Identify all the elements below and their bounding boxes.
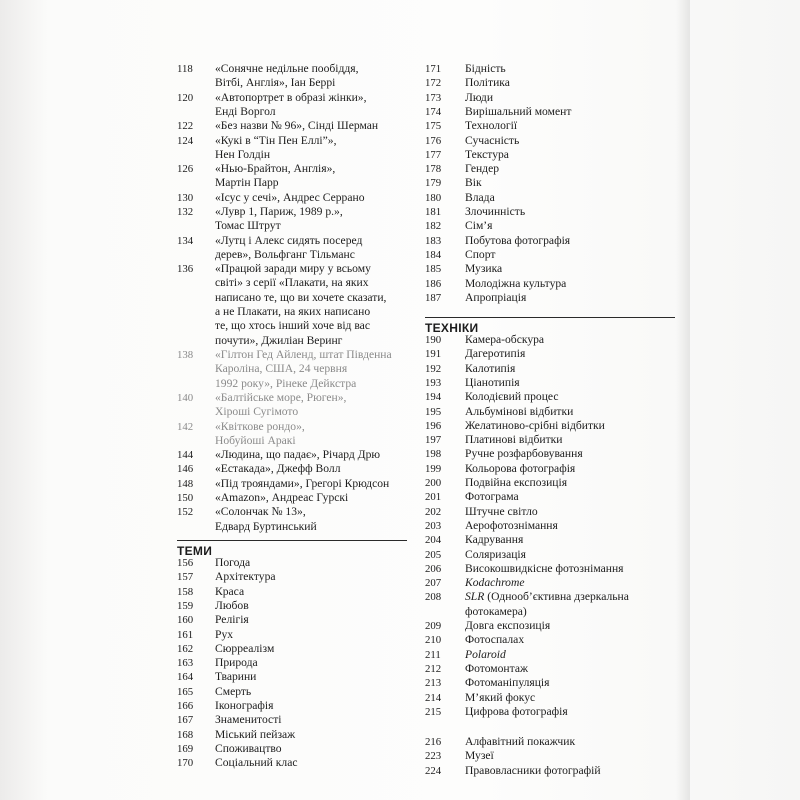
entry-title: Музеї	[465, 749, 494, 763]
contents-entry-back-matter	[425, 749, 675, 763]
contents-entry-theme	[177, 570, 407, 584]
page-number: 215	[425, 705, 442, 718]
entry-title: Камера-обскура	[465, 333, 545, 346]
entry-title: Текстура	[465, 147, 509, 161]
page-number: 180	[425, 191, 442, 204]
page-number: 190	[425, 334, 442, 346]
entry-title: «Сонячне недільне пообіддя,	[215, 62, 359, 75]
contents-entry-theme	[425, 277, 675, 291]
page-number: 192	[425, 362, 442, 375]
page-number: 207	[425, 577, 442, 590]
contents-entry-technique	[425, 405, 675, 419]
page-number: 118	[177, 63, 193, 75]
page-number: 181	[425, 206, 442, 218]
contents-entry-technique	[425, 648, 675, 662]
entry-title: Високошвидкісне фотознімання	[465, 561, 624, 575]
entry-title: Побутова фотографія	[465, 233, 571, 247]
entry-title: Смерть	[215, 684, 252, 698]
entry-title: Сюрреалізм	[215, 641, 275, 655]
contents-entry-technique	[425, 633, 675, 647]
contents-entry-theme	[177, 742, 407, 756]
contents-entry-theme	[177, 699, 407, 713]
entry-title: Вирішальний момент	[465, 104, 572, 118]
entry-title: Влада	[465, 190, 495, 204]
contents-entry-technique	[425, 576, 675, 590]
page-number: 179	[425, 177, 442, 190]
page-number: 163	[177, 657, 194, 670]
page-number: 206	[425, 562, 442, 575]
contents-entry-technique	[425, 347, 675, 361]
page-number: 165	[177, 685, 194, 698]
entry-title: фотокамера)	[465, 604, 527, 618]
entry-title: «Лутц і Алекс сидять посеред	[215, 233, 363, 247]
entry-title: Сім’я	[465, 219, 493, 233]
contents-entry-photo	[177, 262, 407, 348]
page-number: 185	[425, 263, 442, 276]
contents-entry-photo	[177, 234, 407, 263]
entry-title: Правовласники фотографій	[465, 763, 601, 777]
contents-entry-theme	[425, 191, 675, 205]
contents-entry-technique	[425, 476, 675, 490]
contents-entry-theme	[425, 205, 675, 219]
entry-title: «Людина, що падає», Річард Дрю	[215, 448, 381, 462]
page-number: 224	[425, 764, 442, 777]
page-number: 175	[425, 120, 442, 133]
contents-entry-theme	[425, 62, 675, 76]
contents-entry-photo	[177, 448, 407, 462]
contents-entry-theme	[425, 148, 675, 162]
contents-entry-theme	[177, 599, 407, 613]
contents-entry-theme	[177, 670, 407, 684]
entry-title: Алфавітний покажчик	[465, 735, 576, 749]
page-number: 134	[177, 234, 194, 247]
contents-entry-technique	[425, 447, 675, 461]
contents-entry-technique	[425, 533, 675, 547]
contents-entry-technique	[425, 333, 675, 347]
contents-entry-theme	[177, 756, 407, 770]
contents-entry-theme	[425, 234, 675, 248]
entry-title: Сучасність	[465, 133, 520, 147]
page-number: 173	[425, 91, 442, 104]
contents-entry-technique	[425, 390, 675, 404]
page-number: 214	[425, 691, 442, 704]
page-number: 177	[425, 148, 442, 161]
entry-title: «Автопортрет в образі жінки»,	[215, 90, 367, 104]
contents-entry-photo	[177, 420, 407, 449]
page-number: 191	[425, 348, 442, 361]
contents-entry-theme	[425, 291, 675, 305]
contents-entry-theme	[425, 262, 675, 276]
contents-entry-theme	[177, 585, 407, 599]
entry-title: а не Плакати, на яких написано	[215, 305, 371, 319]
entry-title: Фотоманіпуляція	[465, 676, 550, 690]
contents-entry-technique	[425, 419, 675, 433]
page-number: 204	[425, 534, 442, 547]
contents-entry-technique	[425, 590, 675, 619]
contents-entry-technique	[425, 376, 675, 390]
contents-entry-technique	[425, 462, 675, 476]
entry-title: «Квіткове рондо»,	[215, 419, 305, 433]
page-number: 148	[177, 477, 194, 490]
page-number: 210	[425, 634, 442, 647]
page-number: 198	[425, 448, 442, 461]
entry-title: Polaroid	[465, 647, 506, 661]
entry-title: Колодієвий процес	[465, 390, 559, 404]
entry-title: Цифрова фотографія	[465, 704, 568, 718]
page-number: 126	[177, 163, 194, 176]
page-number: 174	[425, 105, 442, 118]
entry-title: «Нью-Брайтон, Англія»,	[215, 162, 336, 176]
contents-entry-photo	[177, 62, 407, 91]
entry-title: Міський пейзаж	[215, 727, 296, 741]
page-number: 209	[425, 620, 442, 632]
entry-title: Ціанотипія	[465, 375, 520, 389]
contents-entry-technique	[425, 662, 675, 676]
page-number: 195	[425, 405, 442, 418]
entry-title: Природа	[215, 656, 258, 670]
page-number: 157	[177, 571, 194, 584]
entry-title: Знаменитості	[215, 713, 282, 727]
page-number: 138	[177, 349, 194, 361]
entry-title: те, що хтось інший хоче від вас	[215, 319, 370, 333]
contents-entry-theme	[177, 685, 407, 699]
entry-title: Технології	[465, 119, 518, 133]
entry-title: «Гілтон Гед Айленд, штат Південна	[215, 348, 392, 361]
contents-entry-theme	[425, 134, 675, 148]
section-heading-themes: ТЕМИ	[177, 540, 407, 558]
entry-title: написано те, що ви хочете сказати,	[215, 290, 387, 304]
page-number: 142	[177, 420, 194, 433]
entry-title: Апропріація	[465, 290, 527, 304]
page-number: 120	[177, 91, 194, 104]
entry-title: світі» з серії «Плакати, на яких	[215, 276, 369, 290]
entry-title: Гендер	[465, 162, 500, 176]
page-number: 166	[177, 700, 194, 712]
page-number: 205	[425, 548, 442, 561]
entry-title: Соціальний клас	[215, 756, 298, 770]
entry-title: Аерофотознімання	[465, 518, 558, 532]
page-number: 223	[425, 750, 442, 763]
entry-title: Тварини	[215, 670, 257, 684]
contents-entry-technique	[425, 619, 675, 633]
entry-title: Погода	[215, 556, 251, 569]
entry-title: Довга експозиція	[465, 619, 551, 632]
contents-entry-technique	[425, 676, 675, 690]
contents-entry-theme	[177, 728, 407, 742]
page-number: 162	[177, 642, 194, 655]
contents-entry-theme	[425, 176, 675, 190]
contents-entry-photo	[177, 348, 407, 391]
page-number: 140	[177, 391, 194, 404]
entry-title: Платинові відбитки	[465, 433, 563, 447]
page-number: 199	[425, 462, 442, 475]
page-number: 146	[177, 463, 194, 476]
entry-title: Краса	[215, 584, 245, 598]
page-number: 187	[425, 291, 442, 304]
entry-title: Вітбі, Англія», Іан Беррі	[215, 76, 336, 90]
contents-entry-theme	[177, 613, 407, 627]
contents-entry-theme	[425, 162, 675, 176]
page-number: 132	[177, 206, 194, 218]
contents-entry-theme	[425, 105, 675, 119]
entry-title: Кадрування	[465, 533, 524, 547]
page-number: 197	[425, 434, 442, 447]
page-number: 208	[425, 591, 442, 604]
entry-title: Kodachrome	[465, 576, 525, 590]
entry-title: Іконографія	[215, 699, 274, 712]
page-number: 182	[425, 220, 442, 233]
page-number: 213	[425, 677, 442, 690]
page-edge-shadow	[676, 0, 690, 800]
page-number: 158	[177, 585, 194, 598]
entry-title: Кароліна, США, 24 червня	[215, 362, 348, 376]
entry-title: 1992 року», Рінеке Дейкстра	[215, 376, 357, 390]
entry-title: «Солончак № 13»,	[215, 505, 306, 519]
contents-entry-back-matter	[425, 735, 675, 749]
page-number: 200	[425, 477, 442, 489]
contents-entry-theme	[425, 91, 675, 105]
entry-title: Кольорова фотографія	[465, 461, 576, 475]
contents-entry-photo	[177, 391, 407, 420]
page-number: 170	[177, 757, 194, 770]
page-number: 144	[177, 449, 194, 462]
contents-entry-theme	[177, 556, 407, 570]
entry-title: Фотоспалах	[465, 633, 525, 647]
entry-title: Фотомонтаж	[465, 661, 528, 675]
page-number: 160	[177, 614, 194, 627]
contents-entry-photo	[177, 91, 407, 120]
contents-entry-technique	[425, 548, 675, 562]
contents-entry-back-matter	[425, 764, 675, 778]
entry-title: Нен Голдін	[215, 147, 271, 161]
contents-entry-photo	[177, 491, 407, 505]
entry-title: Спорт	[465, 247, 496, 261]
entry-title: Ручне розфарбовування	[465, 447, 583, 461]
page-number: 164	[177, 671, 194, 684]
contents-entry-theme	[177, 628, 407, 642]
entry-title: SLR (Однооб’єктивна дзеркальна	[465, 590, 629, 604]
page-number: 122	[177, 120, 194, 133]
entry-title: Подвійна експозиція	[465, 476, 568, 489]
entry-title: Вік	[465, 176, 482, 190]
contents-entry-theme	[177, 713, 407, 727]
contents-entry-photo	[177, 119, 407, 133]
contents-entry-technique	[425, 362, 675, 376]
entry-title: Едвард Буртинський	[215, 519, 317, 533]
entry-title: Бідність	[465, 62, 506, 75]
entry-title: М’який фокус	[465, 690, 536, 704]
entry-title: Фотограма	[465, 490, 519, 504]
contents-entry-theme	[425, 219, 675, 233]
page-number: 183	[425, 234, 442, 247]
entry-title: Релігія	[215, 613, 249, 627]
contents-entry-photo	[177, 477, 407, 491]
entry-title: Політика	[465, 76, 510, 90]
entry-title: Желатиново-срібні відбитки	[465, 418, 605, 432]
page-number: 178	[425, 163, 442, 176]
page-number: 159	[177, 599, 194, 612]
entry-title: почути», Джиліан Веринг	[215, 333, 343, 347]
page-number: 152	[177, 506, 194, 519]
page-number: 201	[425, 491, 442, 504]
contents-entry-photo	[177, 205, 407, 234]
page-number: 136	[177, 263, 194, 276]
page-number: 167	[177, 714, 194, 727]
page-number: 212	[425, 662, 442, 675]
contents-entry-theme	[425, 248, 675, 262]
page-number: 203	[425, 519, 442, 532]
page-number: 202	[425, 505, 442, 518]
entry-title: Злочинність	[465, 205, 526, 218]
page-number: 184	[425, 248, 442, 261]
entry-title: Люди	[465, 90, 494, 104]
entry-title: «Балтійське море, Рюген»,	[215, 390, 347, 404]
entry-title: Дагеротипія	[465, 347, 526, 361]
page-number: 168	[177, 728, 194, 741]
entry-title: Споживацтво	[215, 741, 282, 755]
page-number: 171	[425, 63, 442, 75]
entry-title: Томас Штрут	[215, 219, 281, 233]
contents-entry-photo	[177, 134, 407, 163]
contents-entry-theme	[425, 76, 675, 90]
contents-entry-photo	[177, 505, 407, 534]
entry-title: «Ісус у сечі», Андрес Серрано	[215, 190, 365, 204]
entry-title: Молодіжна культура	[465, 276, 567, 290]
page-number: 130	[177, 191, 194, 204]
page-number: 169	[177, 742, 194, 755]
entry-title: Нобуйоші Аракі	[215, 433, 296, 447]
page-number: 193	[425, 376, 442, 389]
entry-title: Хіроші Сугімото	[215, 405, 299, 419]
page-number: 211	[425, 648, 441, 661]
entry-title: «Лувр 1, Париж, 1989 р.»,	[215, 205, 343, 218]
page-number: 176	[425, 134, 442, 147]
entry-title: Музика	[465, 262, 503, 276]
contents-entry-theme	[425, 119, 675, 133]
page-number: 216	[425, 736, 442, 749]
contents-entry-technique	[425, 490, 675, 504]
entry-title: Штучне світло	[465, 504, 538, 518]
contents-entry-technique	[425, 705, 675, 719]
entry-title: Мартін Парр	[215, 176, 279, 190]
contents-entry-photo	[177, 191, 407, 205]
entry-title: «Без назви № 96», Сінді Шерман	[215, 119, 379, 133]
contents-entry-technique	[425, 433, 675, 447]
entry-title: «Працюй заради миру у всьому	[215, 262, 371, 276]
entry-title: Соляризація	[465, 547, 526, 561]
section-heading-techniques: ТЕХНІКИ	[425, 317, 675, 335]
entry-title: Альбумінові відбитки	[465, 404, 574, 418]
entry-title: «Під трояндами», Грегорі Крюдсон	[215, 476, 390, 490]
contents-entry-technique	[425, 691, 675, 705]
page-number: 196	[425, 419, 442, 432]
entry-title: «Кукі в “Тін Пен Еллі”»,	[215, 133, 337, 147]
page-number: 161	[177, 628, 194, 641]
entry-title: Любов	[215, 598, 249, 612]
contents-entry-technique	[425, 519, 675, 533]
entry-title: дерев», Вольфганг Тільманс	[215, 247, 355, 261]
page-number: 194	[425, 391, 442, 404]
entry-title: «Естакада», Джефф Волл	[215, 462, 341, 476]
contents-entry-technique	[425, 562, 675, 576]
contents-entry-photo	[177, 462, 407, 476]
contents-entry-theme	[177, 642, 407, 656]
page-number: 124	[177, 134, 194, 147]
page-number: 156	[177, 557, 194, 569]
entry-title: Енді Воргол	[215, 104, 276, 118]
entry-title: Рух	[215, 627, 234, 641]
entry-title: Архітектура	[215, 570, 276, 584]
entry-title: «Amazon», Андреас Гурскі	[215, 491, 349, 504]
entry-title: Калотипія	[465, 361, 516, 375]
contents-entry-technique	[425, 505, 675, 519]
page-number: 186	[425, 277, 442, 290]
page-number: 172	[425, 77, 442, 90]
contents-entry-photo	[177, 162, 407, 191]
page-number: 150	[177, 492, 194, 504]
contents-entry-theme	[177, 656, 407, 670]
